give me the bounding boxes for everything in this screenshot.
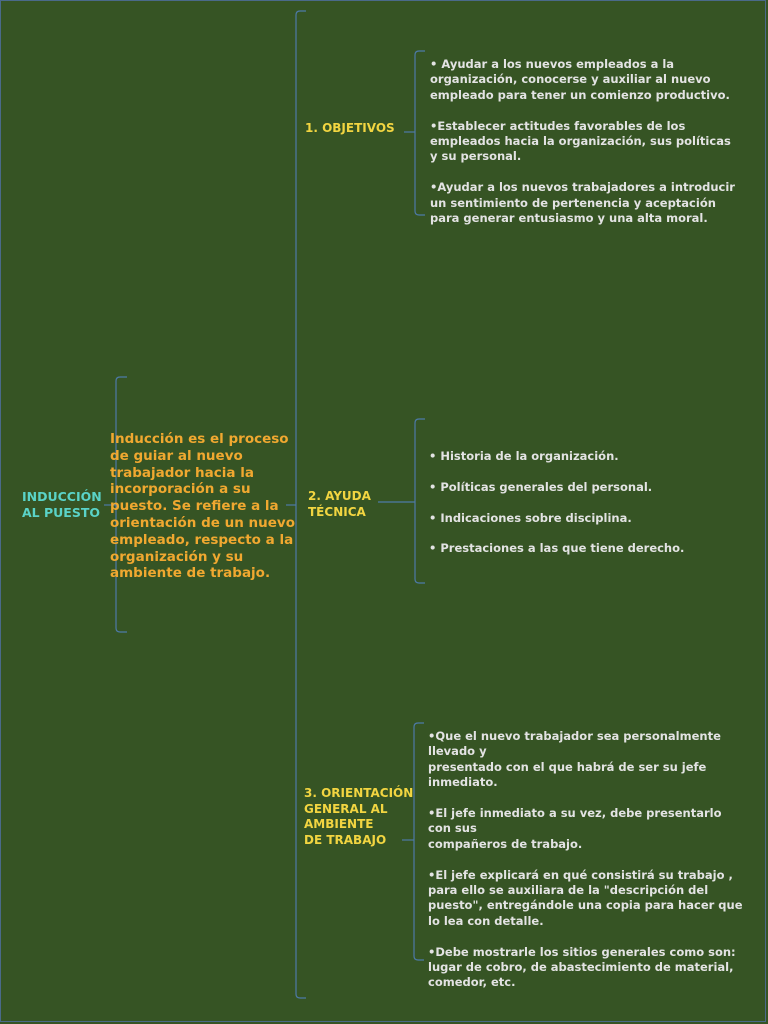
section-1-title: 1. OBJETIVOS: [305, 121, 395, 135]
list-item: •El jefe explicará en qué consistirá su trabajo , para ello se auxiliara de la "descripción del puesto", entregándole una copia para hacer que lo lea con detalle.: [428, 867, 743, 928]
list-item: •El jefe inmediato a su vez, debe presentarlo con sus compañeros de trabajo.: [428, 806, 722, 851]
root-title: INDUCCIÓN AL PUESTO: [22, 489, 102, 520]
list-item: •Ayudar a los nuevos trabajadores a introducir un sentimiento de pertenencia y aceptación para generar entusiasmo y una alta moral.: [430, 180, 735, 226]
list-item: •Debe mostrarle los sitios generales como son: lugar de cobro, de abastecimiento de material, comedor, etc.: [428, 944, 736, 990]
root-definition: Inducción es el proceso de guiar al nuevo trabajador hacia la incorporación a su puesto. Se refiere a la orientación de un nuevo empleado, respecto a la organización y su ambiente de trabajo.: [110, 431, 295, 582]
list-item: • Historia de la organización.: [429, 449, 619, 463]
section-1-bracket: [415, 51, 425, 215]
section-3-items: [428, 729, 746, 991]
list-item: • Indicaciones sobre disciplina.: [429, 510, 632, 525]
list-item: •Establecer actitudes favorables de los empleados hacia la organización, sus políticas y su personal.: [430, 118, 731, 164]
list-item: • Ayudar a los nuevos empleados a la organización, conocerse y auxiliar al nuevo empleado para tener un comienzo productivo.: [430, 57, 730, 102]
list-item: • Prestaciones a las que tiene derecho.: [429, 541, 685, 556]
list-item: • Políticas generales del personal.: [429, 479, 653, 494]
section-3-bracket: [414, 723, 424, 960]
section-2-bracket: [415, 419, 425, 583]
section-2-items: [429, 449, 739, 557]
list-item: •Que el nuevo trabajador sea personalmente llevado y presentado con el que habrá de ser su jefe inmediato.: [428, 729, 721, 790]
section-2-title: 2. AYUDA TÉCNICA: [308, 489, 371, 519]
section-1-items: [430, 57, 740, 226]
section-3-title: 3. ORIENTACIÓN GENERAL AL AMBIENTE DE TRABAJO: [304, 786, 414, 847]
